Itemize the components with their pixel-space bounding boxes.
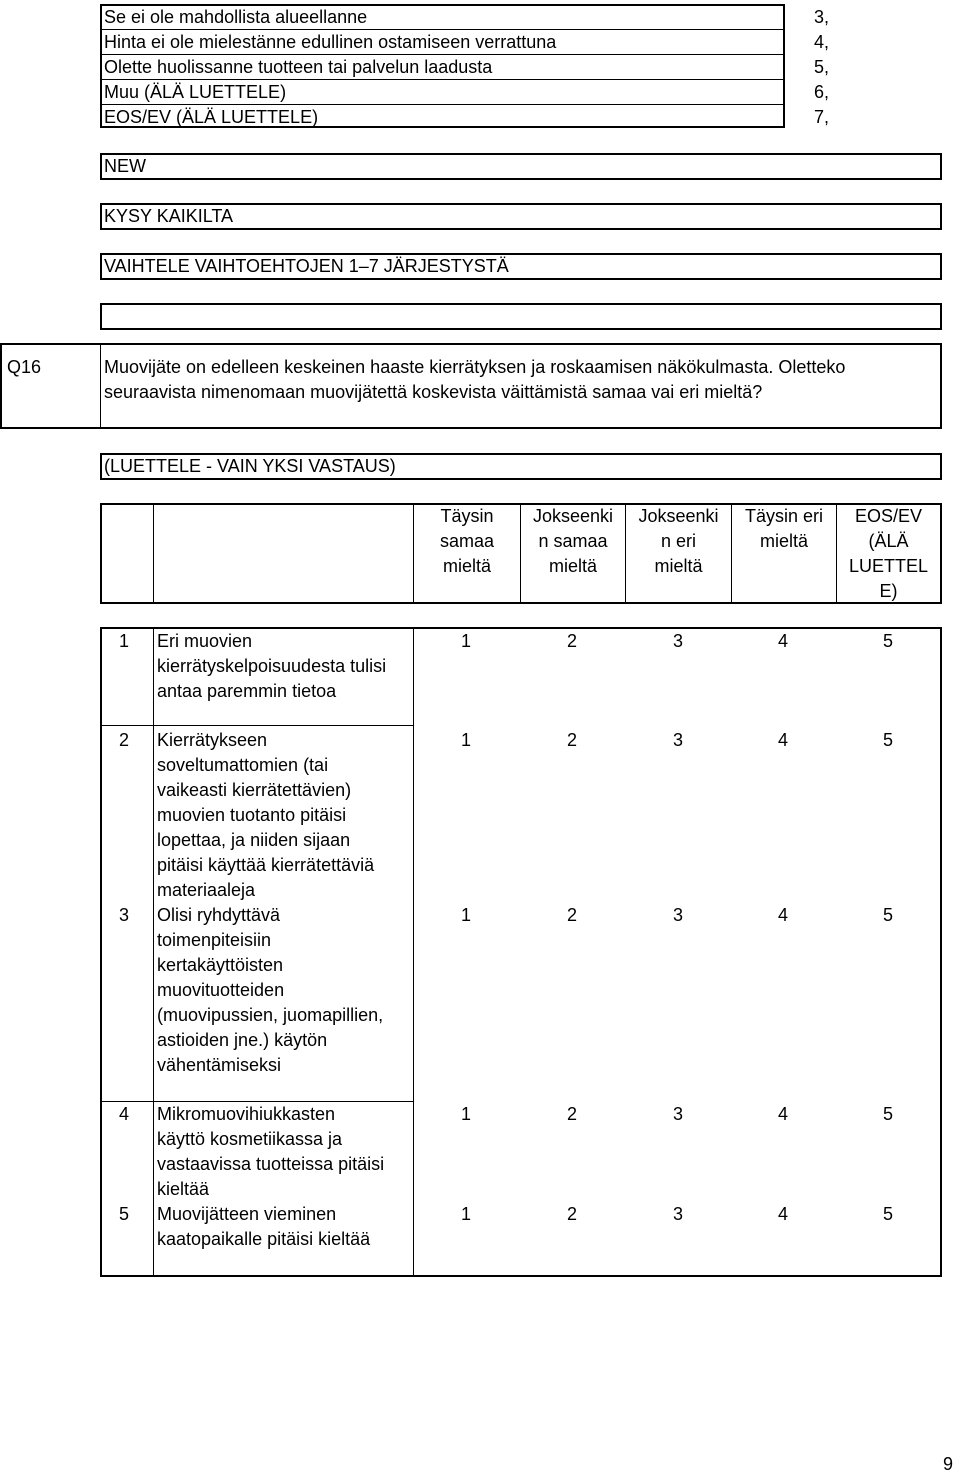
scale-code[interactable]: 5 bbox=[883, 1104, 894, 1124]
statement-number: 1 bbox=[119, 631, 130, 651]
answer-option-label: Olette huolissanne tuotteen tai palvelun laadusta bbox=[104, 57, 493, 77]
statement-number: 2 bbox=[119, 730, 130, 750]
scale-header-4: Täysin eri mieltä bbox=[744, 506, 824, 551]
scale-header-1: Täysin samaa mieltä bbox=[439, 506, 495, 576]
page-number: 9 bbox=[943, 1454, 954, 1474]
scale-code[interactable]: 3 bbox=[673, 1104, 684, 1124]
scale-code[interactable]: 4 bbox=[778, 730, 789, 750]
instruction-new-label: NEW bbox=[104, 156, 146, 176]
answer-option-label: Se ei ole mahdollista alueellanne bbox=[104, 7, 368, 27]
scale-code[interactable]: 4 bbox=[778, 631, 789, 651]
scale-code[interactable]: 2 bbox=[567, 1204, 578, 1224]
question-text: Muovijäte on edelleen keskeinen haaste kierrätyksen ja roskaamisen näkökulmasta. Oletteko bbox=[104, 357, 846, 377]
answer-option-code: 3, bbox=[814, 7, 830, 27]
statement-text: Olisi ryhdyttävä toimenpiteisiin kertakäyttöisten muovituotteiden (muovipussien, juomapillien, astioiden jne.) käytön vähentämiseksi bbox=[157, 905, 384, 1075]
statement-text: Kierrätykseen soveltumattomien (tai vaikeasti kierrätettävien) muovien tuotanto pitäisi lopettaa, ja niiden sijaan pitäisi käyttää kierrätettäviä materiaaleja bbox=[157, 730, 375, 900]
statement-number: 3 bbox=[119, 905, 130, 925]
scale-header-5: EOS/EV (ÄLÄ LUETTEL E) bbox=[848, 506, 929, 601]
answer-option-code: 6, bbox=[814, 82, 830, 102]
statement-number: 5 bbox=[119, 1204, 130, 1224]
scale-code[interactable]: 5 bbox=[883, 730, 894, 750]
instruction-ask-all-label: KYSY KAIKILTA bbox=[104, 206, 234, 226]
scale-code[interactable]: 3 bbox=[673, 1204, 684, 1224]
question-text: seuraavista nimenomaan muovijätettä koskevista väittämistä samaa vai eri mieltä? bbox=[104, 382, 763, 402]
scale-code[interactable]: 2 bbox=[567, 1104, 578, 1124]
instruction-new bbox=[100, 153, 942, 180]
scale-code[interactable]: 1 bbox=[461, 631, 472, 651]
question-id: Q16 bbox=[7, 357, 42, 377]
instruction-blank bbox=[100, 303, 942, 330]
scale-code[interactable]: 2 bbox=[567, 631, 578, 651]
scale-code[interactable]: 3 bbox=[673, 631, 684, 651]
scale-code[interactable]: 1 bbox=[461, 730, 472, 750]
answer-option-code: 7, bbox=[814, 107, 830, 127]
answer-option-code: 5, bbox=[814, 57, 830, 77]
scale-header-2: Jokseenki n samaa mieltä bbox=[532, 506, 614, 576]
instruction-rotate-label: VAIHTELE VAIHTOEHTOJEN 1–7 JÄRJESTYSTÄ bbox=[104, 256, 509, 276]
answer-option-code: 4, bbox=[814, 32, 830, 52]
scale-code[interactable]: 5 bbox=[883, 1204, 894, 1224]
answer-option-label: Hinta ei ole mielestänne edullinen ostamiseen verrattuna bbox=[104, 32, 557, 52]
scale-code[interactable]: 3 bbox=[673, 905, 684, 925]
answer-option-label: EOS/EV (ÄLÄ LUETTELE) bbox=[104, 107, 319, 127]
statement-text: Muovijätteen vieminen kaatopaikalle pitäisi kieltää bbox=[157, 1204, 371, 1249]
scale-code[interactable]: 2 bbox=[567, 905, 578, 925]
scale-code[interactable]: 1 bbox=[461, 1104, 472, 1124]
scale-code[interactable]: 2 bbox=[567, 730, 578, 750]
statement-text: Eri muovien kierrätyskelpoisuudesta tulisi antaa paremmin tietoa bbox=[157, 631, 387, 701]
answer-option-label: Muu (ÄLÄ LUETTELE) bbox=[104, 82, 287, 102]
scale-code[interactable]: 1 bbox=[461, 1204, 472, 1224]
scale-header-3: Jokseenki n eri mieltä bbox=[638, 506, 719, 576]
scale-code[interactable]: 4 bbox=[778, 1204, 789, 1224]
scale-code[interactable]: 5 bbox=[883, 631, 894, 651]
scale-code[interactable]: 5 bbox=[883, 905, 894, 925]
scale-code[interactable]: 4 bbox=[778, 905, 789, 925]
list-instruction: (LUETTELE - VAIN YKSI VASTAUS) bbox=[104, 456, 396, 476]
scale-code[interactable]: 3 bbox=[673, 730, 684, 750]
statement-text: Mikromuovihiukkasten käyttö kosmetiikassa ja vastaavissa tuotteissa pitäisi kieltää bbox=[157, 1104, 385, 1199]
scale-code[interactable]: 4 bbox=[778, 1104, 789, 1124]
scale-code[interactable]: 1 bbox=[461, 905, 472, 925]
statement-number: 4 bbox=[119, 1104, 130, 1124]
